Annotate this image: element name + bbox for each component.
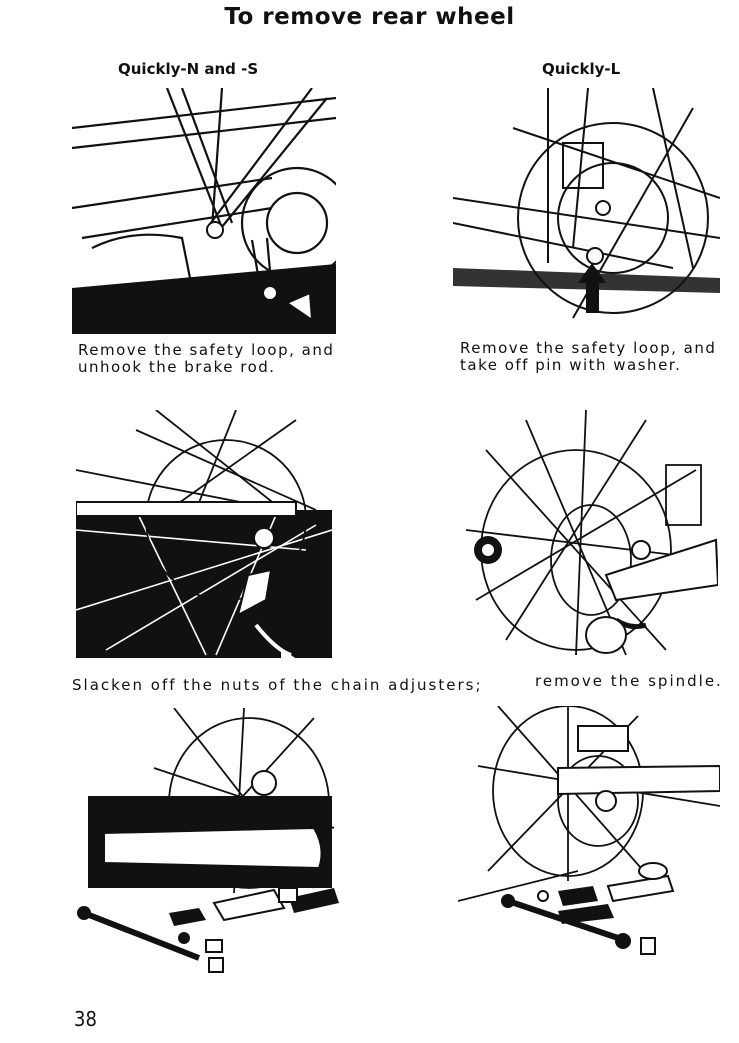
caption-step1-right: Remove the safety loop, and take off pin with washer. xyxy=(460,339,717,374)
page-title: To remove rear wheel xyxy=(224,4,515,30)
column-heading-quickly-l: Quickly-L xyxy=(542,60,621,78)
brake-rod-illustration xyxy=(72,88,336,334)
column-heading-quickly-n-s: Quickly-N and -S xyxy=(118,60,259,78)
safety-pin-illustration xyxy=(453,88,720,328)
spindle-parts-left-illustration xyxy=(74,708,342,976)
page-number: 38 xyxy=(74,1007,97,1031)
caption-step2-right: remove the spindle. xyxy=(535,672,723,690)
chain-adjuster-right-illustration xyxy=(466,410,718,660)
spindle-parts-right-illustration xyxy=(458,706,720,964)
chain-adjuster-left-illustration xyxy=(76,410,332,668)
caption-step2-left: Slacken off the nuts of the chain adjusters; xyxy=(72,676,483,694)
caption-step1-left: Remove the safety loop, and unhook the brake rod. xyxy=(78,341,335,376)
